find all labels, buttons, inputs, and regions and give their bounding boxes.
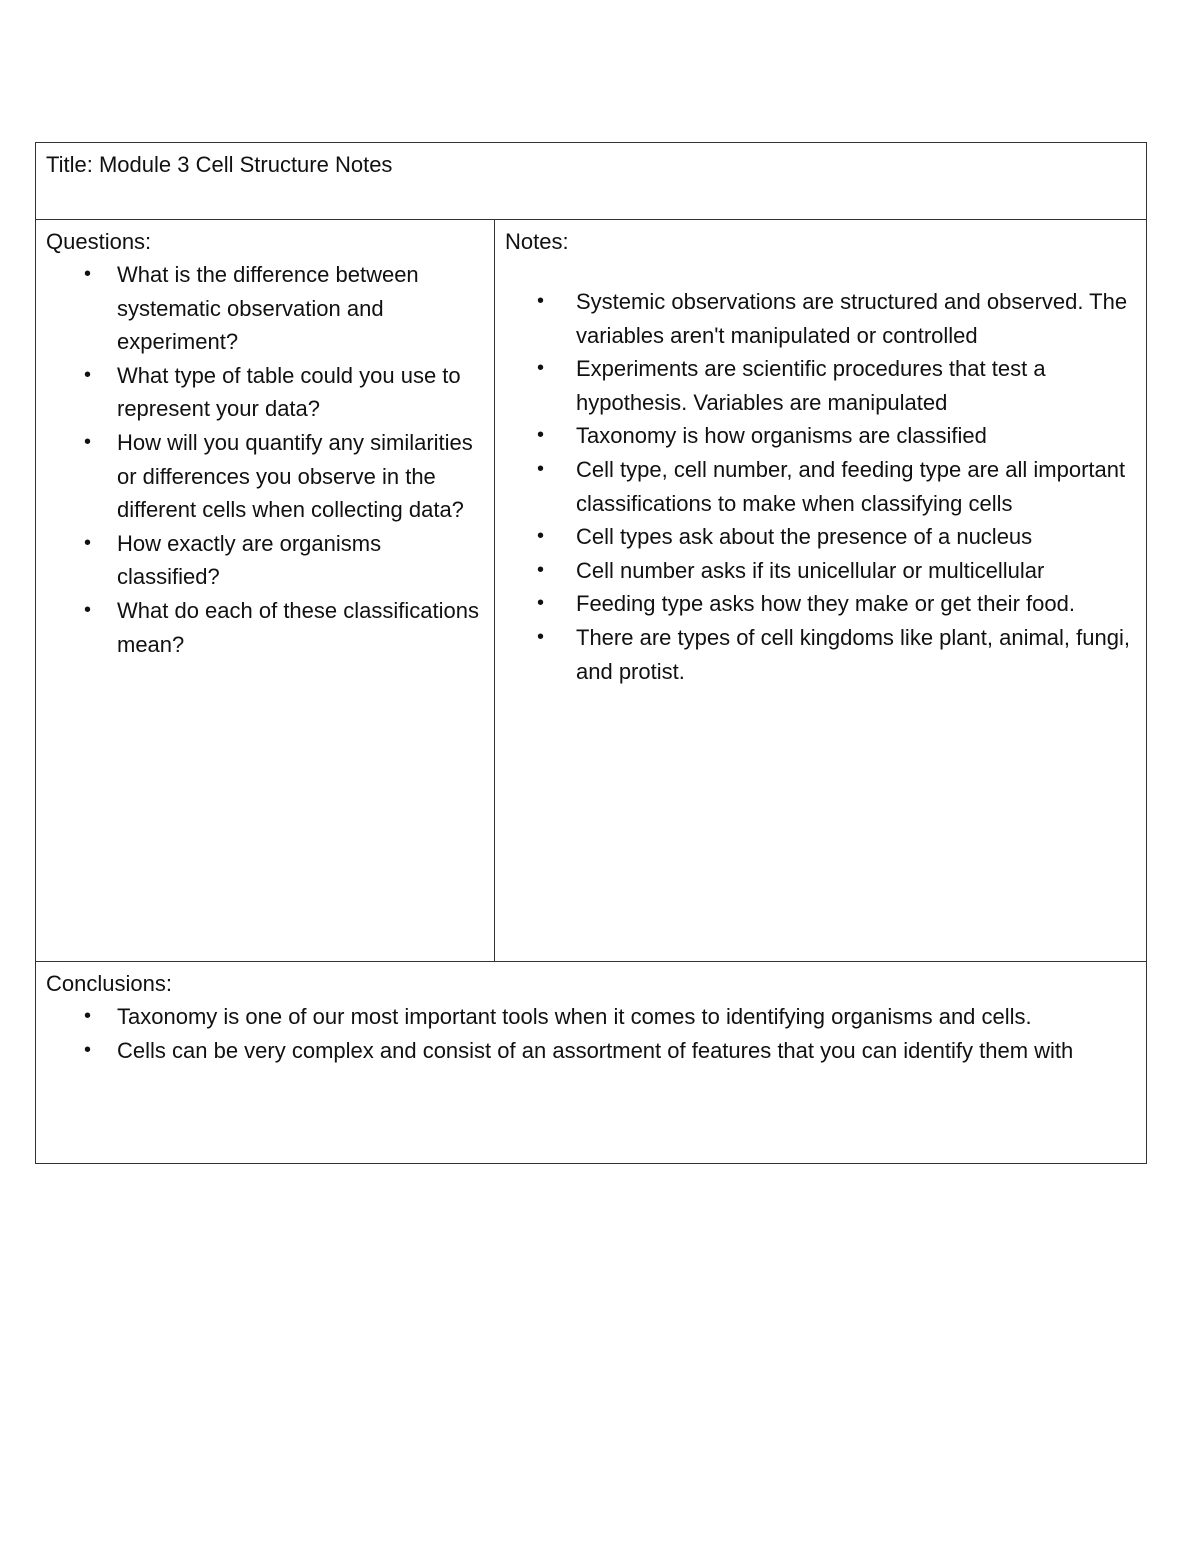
- bullet-icon: •: [84, 263, 92, 285]
- conclusions-heading: Conclusions:: [46, 971, 172, 996]
- cornell-notes-table: [35, 142, 1147, 1164]
- bullet-icon: •: [537, 592, 545, 615]
- questions-notes-row: [36, 220, 1146, 962]
- bullet-icon: •: [84, 531, 92, 554]
- bullet-icon: •: [537, 357, 545, 380]
- title-row: [36, 143, 1146, 220]
- bullet-icon: •: [84, 1038, 92, 1061]
- note-item: • Feeding type asks how they make or get their food.: [505, 587, 1136, 621]
- bullet-icon: •: [537, 424, 545, 447]
- bullet-icon: •: [84, 363, 92, 386]
- questions-list: [46, 258, 484, 661]
- bullet-icon: •: [84, 430, 92, 453]
- notes-heading: Notes:: [505, 229, 569, 254]
- question-item: • What do each of these classifications mean?: [46, 594, 484, 661]
- note-item: • Cell types ask about the presence of a nucleus: [505, 520, 1136, 554]
- note-item: • Cell number asks if its unicellular or multicellular: [505, 554, 1136, 588]
- bullet-icon: •: [84, 1005, 92, 1027]
- questions-column: [36, 220, 495, 961]
- notes-column: [495, 220, 1146, 961]
- question-item: • How will you quantify any similarities or differences you observe in the different cells when collecting data?: [46, 426, 484, 527]
- bullet-icon: •: [537, 525, 545, 548]
- conclusion-item: • Taxonomy is one of our most important tools when it comes to identifying organisms and cells.: [46, 1000, 1136, 1034]
- note-item: • There are types of cell kingdoms like plant, animal, fungi, and protist.: [505, 621, 1136, 688]
- conclusions-list: [46, 1000, 1136, 1067]
- question-item: • What is the difference between systematic observation and experiment?: [46, 258, 484, 359]
- question-item: • How exactly are organisms classified?: [46, 527, 484, 594]
- bullet-icon: •: [537, 290, 545, 312]
- conclusion-item: • Cells can be very complex and consist of an assortment of features that you can identify them with: [46, 1034, 1136, 1068]
- note-item: • Experiments are scientific procedures that test a hypothesis. Variables are manipulated: [505, 352, 1136, 419]
- note-item: • Taxonomy is how organisms are classified: [505, 419, 1136, 453]
- bullet-icon: •: [537, 625, 545, 648]
- questions-heading: Questions:: [46, 229, 152, 254]
- bullet-icon: •: [84, 598, 92, 621]
- note-item: • Systemic observations are structured and observed. The variables aren't manipulated or controlled: [505, 285, 1136, 352]
- bullet-icon: •: [537, 457, 545, 480]
- note-item: • Cell type, cell number, and feeding type are all important classifications to make when classifying cells: [505, 453, 1136, 520]
- notes-list: [505, 285, 1136, 688]
- bullet-icon: •: [537, 558, 545, 581]
- document-title: Title: Module 3 Cell Structure Notes: [46, 152, 393, 177]
- question-item: • What type of table could you use to represent your data?: [46, 359, 484, 426]
- conclusions-row: [36, 962, 1146, 1163]
